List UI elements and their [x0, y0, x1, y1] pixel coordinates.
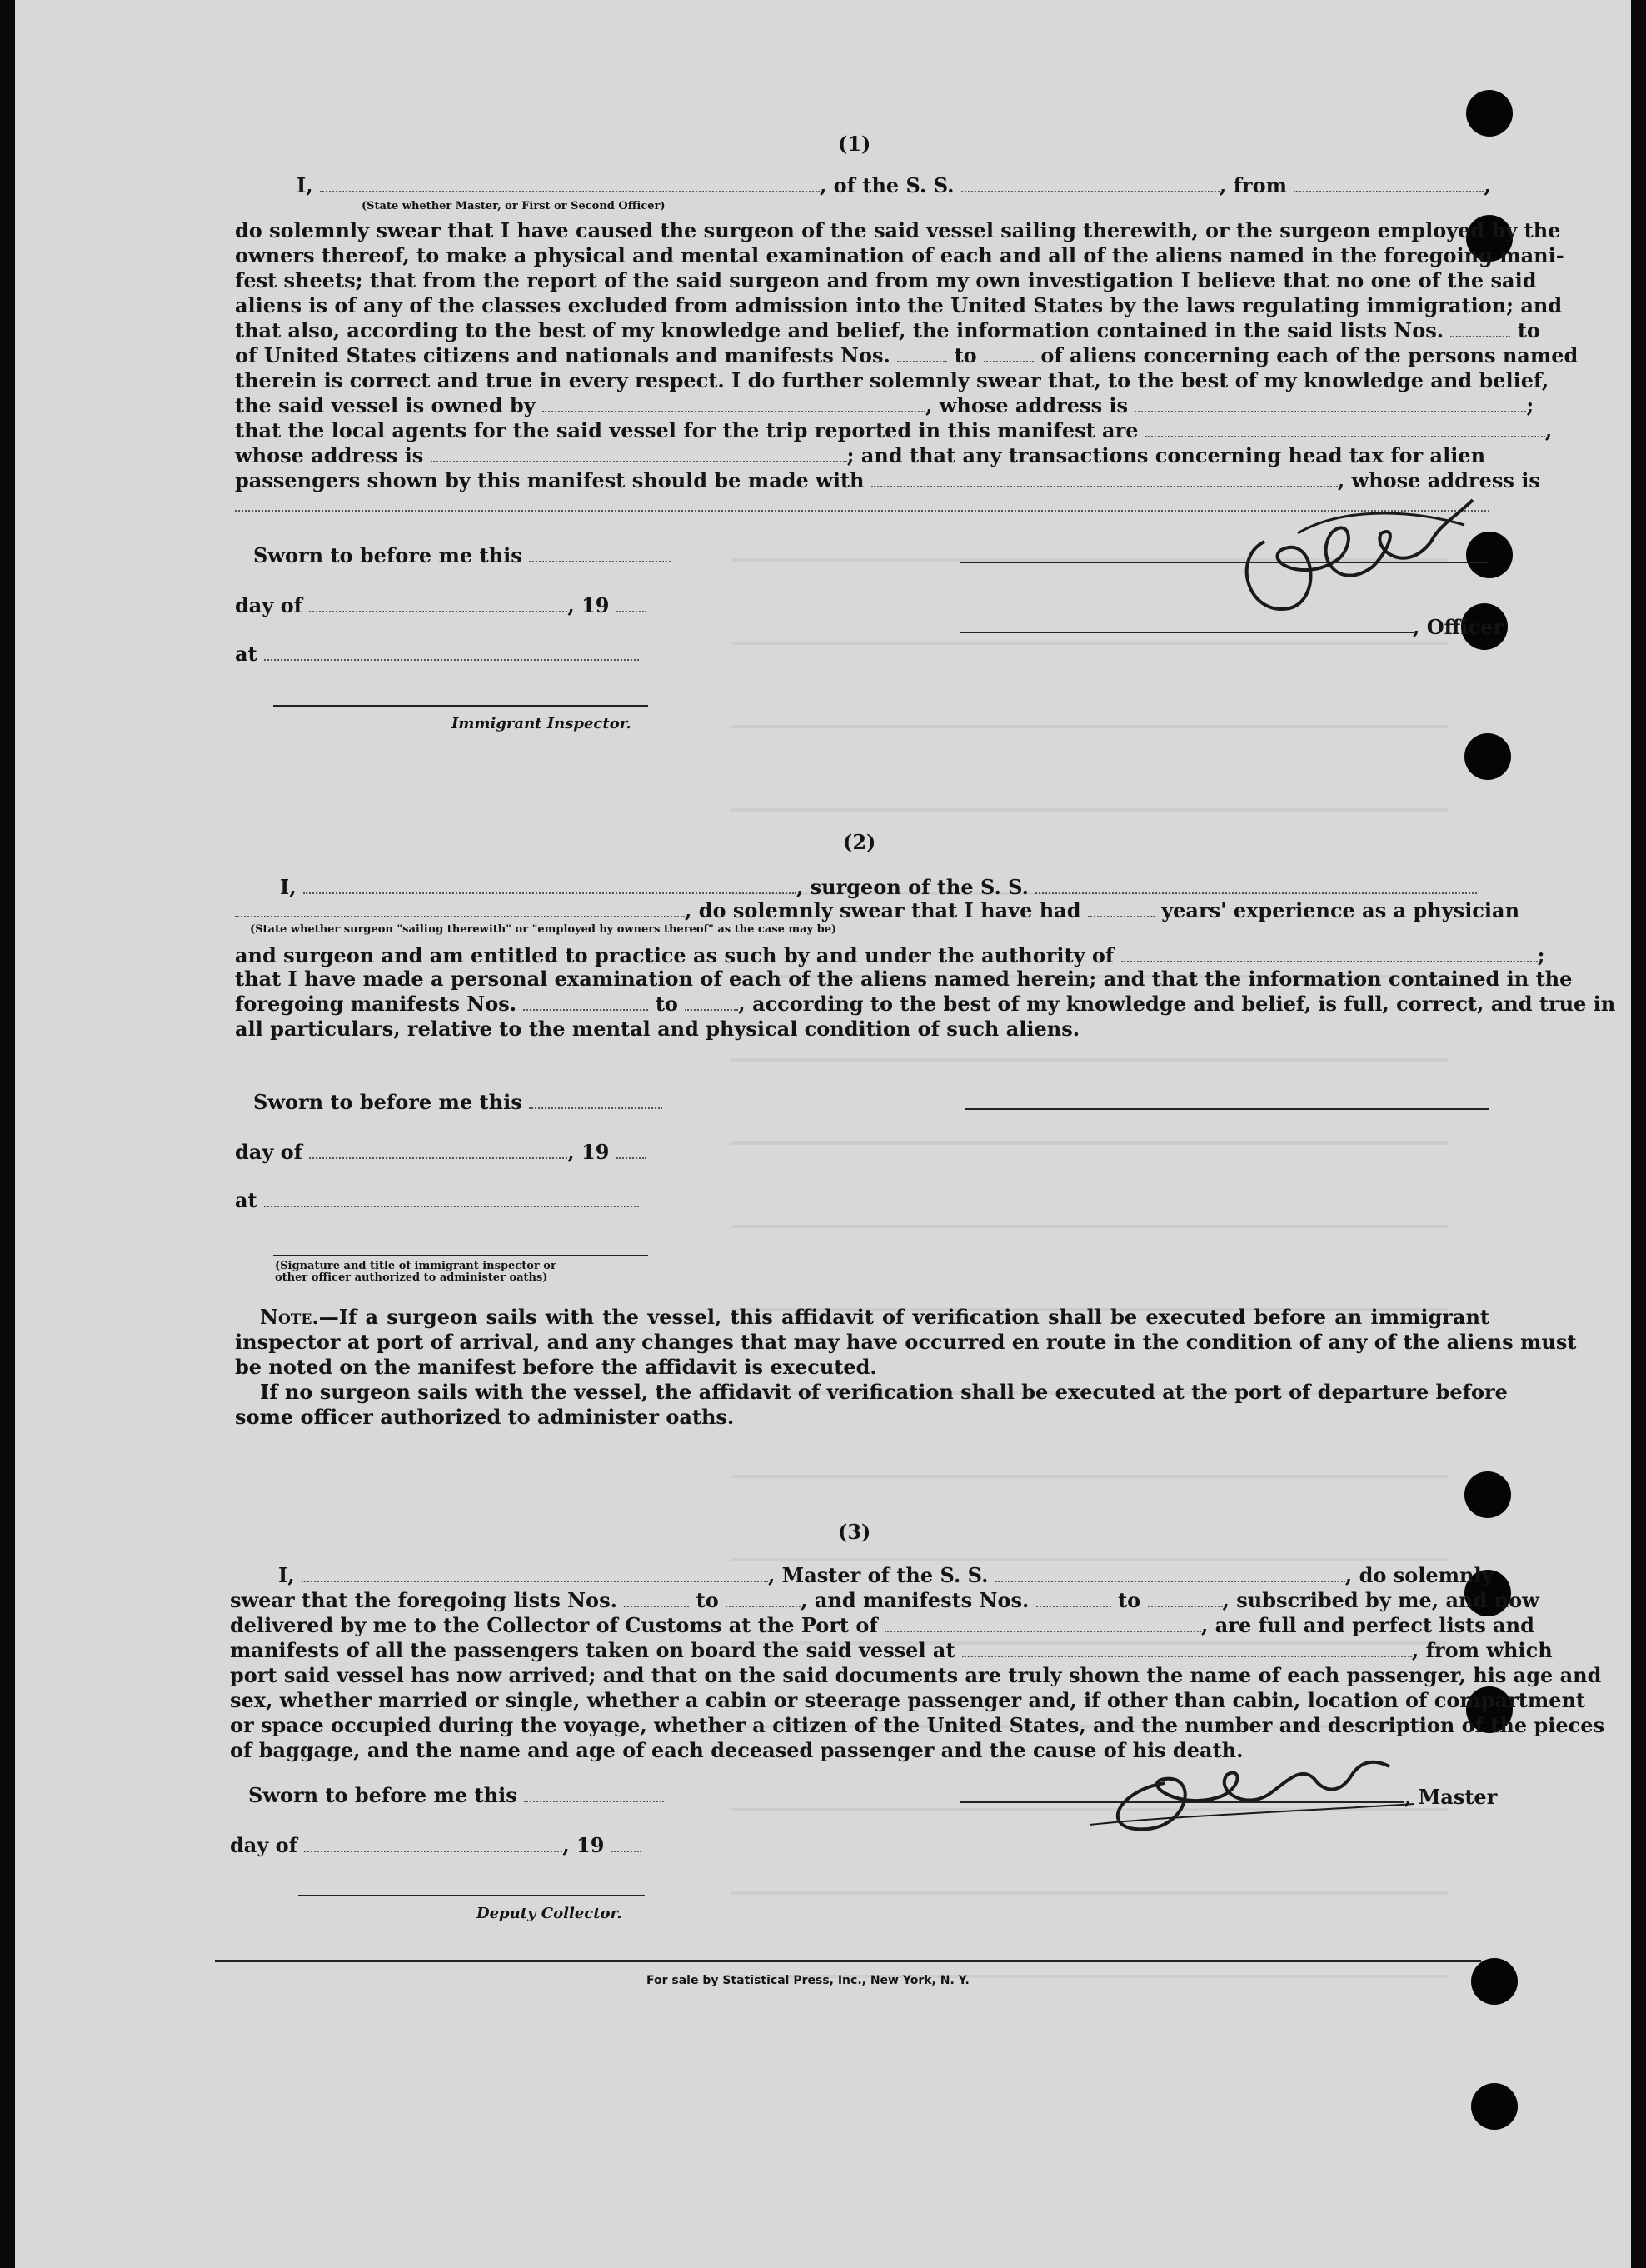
fill-line[interactable]: [524, 1784, 664, 1802]
s3-sworn: [248, 1783, 664, 1808]
text: I,: [297, 173, 313, 197]
s2-day-of: [235, 1140, 646, 1165]
text: ,: [1544, 418, 1553, 442]
s2-sig-note-2: other officer authorized to administer oaths): [275, 1271, 548, 1284]
fill-line[interactable]: [304, 1834, 562, 1852]
s2-signature-rule: [965, 1108, 1489, 1110]
fill-line[interactable]: [529, 544, 671, 562]
text: , 19: [562, 1833, 605, 1857]
text: Sworn to before me this: [248, 1783, 517, 1807]
text: , subscribed by me, and now: [1222, 1588, 1539, 1612]
fill-line[interactable]: [529, 1091, 662, 1109]
s1-body-line: [235, 393, 1534, 418]
fill-line[interactable]: [885, 1614, 1201, 1632]
s1-body-line: [235, 343, 1579, 368]
s3-line-4: [230, 1638, 1553, 1663]
text: ,: [1484, 173, 1491, 197]
section-1-number: (1): [838, 132, 871, 156]
text: delivered by me to the Collector of Customs at the Port of: [230, 1613, 878, 1637]
text: years' experience as a physician: [1161, 898, 1520, 922]
text: , of the S. S.: [819, 173, 955, 197]
footer-rule: [215, 1960, 1481, 1962]
fill-line[interactable]: [616, 1141, 646, 1159]
s2-line-5: [235, 992, 1615, 1017]
fill-line[interactable]: [1036, 1589, 1111, 1607]
fill-line[interactable]: [1148, 1589, 1223, 1607]
s1-body-line: fest sheets; that from the report of the said surgeon and from my own investigation I believe that no one of the said: [235, 268, 1537, 292]
text: and surgeon and am entitled to practice as such by and under the authority of: [235, 943, 1115, 967]
text: , are full and perfect lists and: [1201, 1613, 1534, 1637]
punch-hole: [1471, 2083, 1518, 2130]
text: , Master of the S. S.: [767, 1563, 989, 1587]
s1-body-line: therein is correct and true in every respect. I do further solemnly swear that, to the best of my knowledge and belief,: [235, 368, 1549, 392]
s1-at: [235, 642, 639, 667]
s3-body-line: of baggage, and the name and age of each deceased passenger and the cause of his death.: [230, 1738, 1244, 1762]
s2-note: [235, 1305, 1577, 1430]
text: , from: [1219, 173, 1287, 197]
text: manifests of all the passengers taken on board the said vessel at: [230, 1638, 955, 1662]
fill-line[interactable]: [1035, 876, 1477, 894]
fill-line[interactable]: [961, 174, 1220, 192]
text: Sworn to before me this: [253, 1090, 522, 1114]
text: at: [235, 642, 257, 666]
s1-officer-label: , Officer: [1413, 615, 1504, 639]
text: to: [655, 992, 678, 1016]
text: , 19: [567, 1140, 610, 1164]
s2-line-2: [235, 898, 1519, 923]
text: , do solemnly swear that I have had: [685, 898, 1081, 922]
s3-master-label: , Master: [1404, 1785, 1498, 1809]
text: , from which: [1411, 1638, 1553, 1662]
s2-line-3: [235, 943, 1544, 968]
s1-body: [235, 218, 1579, 518]
s3-body-line: sex, whether married or single, whether a cabin or steerage passenger and, if other than cabin, location of compartment: [230, 1688, 1586, 1712]
s1-sworn: [253, 543, 671, 568]
fill-line[interactable]: [542, 394, 925, 412]
s3-line-3: [230, 1613, 1534, 1638]
fill-line[interactable]: [1450, 319, 1510, 337]
text: day of: [235, 593, 302, 617]
note-line: [260, 1305, 1489, 1330]
text: I,: [280, 875, 297, 899]
s2-sig-note-1: (Signature and title of immigrant inspector or: [275, 1260, 556, 1272]
s3-line-1: [278, 1563, 1494, 1588]
fill-line[interactable]: [1088, 899, 1155, 917]
fill-line[interactable]: [995, 1564, 1345, 1582]
s2-sworn: [253, 1090, 662, 1115]
fill-line[interactable]: [616, 594, 646, 612]
fill-line[interactable]: [726, 1589, 801, 1607]
fill-line[interactable]: [431, 444, 847, 462]
text: to: [1517, 318, 1540, 342]
note-label: Note.: [260, 1305, 319, 1329]
punch-hole: [1464, 733, 1511, 780]
fill-line[interactable]: [523, 992, 648, 1011]
text: , do solemnly: [1344, 1563, 1494, 1587]
form-sheet: [15, 0, 1631, 2268]
text: ;: [1537, 943, 1545, 967]
text: Sworn to before me this: [253, 543, 522, 567]
text: whose address is: [235, 443, 424, 467]
fill-line[interactable]: [611, 1834, 641, 1852]
s1-body-line: do solemnly swear that I have caused the surgeon of the said vessel sailing therewith, or the surgeon employed by the: [235, 218, 1561, 242]
text: foregoing manifests Nos.: [235, 992, 517, 1016]
text: , 19: [567, 593, 610, 617]
fill-line[interactable]: [302, 1564, 768, 1582]
s1-inspector-label: Immigrant Inspector.: [451, 715, 631, 732]
punch-hole: [1471, 1958, 1518, 2005]
s1-sub-label: (State whether Master, or First or Second Officer): [362, 200, 666, 212]
s1-body-line: [235, 418, 1553, 443]
fill-line[interactable]: [1135, 394, 1526, 412]
officer-signature: [1215, 483, 1489, 633]
fill-line[interactable]: [264, 642, 639, 661]
s1-body-line: [235, 443, 1489, 468]
fill-line[interactable]: [309, 1141, 567, 1159]
text: , and manifests Nos.: [801, 1588, 1030, 1612]
s1-line-1: [297, 173, 1491, 198]
s3-collector-label: Deputy Collector.: [476, 1905, 622, 1922]
fill-line[interactable]: [962, 1639, 1412, 1657]
fill-line[interactable]: [309, 594, 567, 612]
s2-line-4: that I have made a personal examination of each of the aliens named herein; and that the information contained in the: [235, 967, 1573, 991]
section-2-number: (2): [843, 830, 876, 854]
text: passengers shown by this manifest should be made with: [235, 468, 865, 492]
text: of United States citizens and nationals and manifests Nos.: [235, 343, 890, 367]
text: —If a surgeon sails with the vessel, this affidavit of verification shall be executed before an immigrant: [318, 1305, 1489, 1329]
text: that also, according to the best of my knowledge and belief, the information contained in the said lists Nos.: [235, 318, 1444, 342]
s1-inspector-rule: [273, 705, 648, 707]
text: , surgeon of the S. S.: [796, 875, 1029, 899]
fill-line[interactable]: [1294, 174, 1484, 192]
fill-line[interactable]: [685, 992, 738, 1011]
note-line: some officer authorized to administer oaths.: [235, 1405, 735, 1429]
fill-line[interactable]: [235, 899, 685, 917]
text: at: [235, 1188, 257, 1212]
note-line: inspector at port of arrival, and any changes that may have occurred en route in the condition of any of the aliens must: [235, 1330, 1577, 1354]
text: I,: [278, 1563, 295, 1587]
text: day of: [230, 1833, 297, 1857]
text: of aliens concerning each of the persons named: [1040, 343, 1579, 367]
text: to: [696, 1588, 719, 1612]
fill-line[interactable]: [624, 1589, 689, 1607]
s2-line-6: all particulars, relative to the mental and physical condition of such aliens.: [235, 1017, 1080, 1041]
text: day of: [235, 1140, 302, 1164]
text: swear that the foregoing lists Nos.: [230, 1588, 617, 1612]
s2-line-1: [280, 875, 1477, 900]
fill-line[interactable]: [897, 344, 947, 362]
punch-hole: [1464, 1471, 1511, 1518]
s2-inspector-rule: [273, 1255, 648, 1256]
s3-body-line: or space occupied during the voyage, whether a citizen of the United States, and the number and description of the pieces: [230, 1713, 1605, 1737]
s3-line-2: [230, 1588, 1539, 1613]
text: that the local agents for the said vessel for the trip reported in this manifest are: [235, 418, 1139, 442]
text: ;: [1526, 393, 1534, 417]
text: to: [954, 343, 977, 367]
text: , according to the best of my knowledge and belief, is full, correct, and true in: [738, 992, 1616, 1016]
fill-line[interactable]: [1145, 419, 1545, 437]
fill-line[interactable]: [264, 1189, 639, 1207]
s2-at: [235, 1188, 639, 1213]
footer-text: For sale by Statistical Press, Inc., New York, N. Y.: [646, 1974, 970, 1987]
s1-day-of: [235, 593, 646, 618]
s3-day-of: [230, 1833, 641, 1858]
fill-line[interactable]: [1121, 944, 1538, 962]
text: ; and that any transactions concerning head tax for alien: [846, 443, 1486, 467]
s1-body-line: aliens is of any of the classes excluded from admission into the United States by the laws regulating immigration; and: [235, 293, 1563, 317]
note-line: be noted on the manifest before the affidavit is executed.: [235, 1355, 877, 1379]
master-signature: [1065, 1733, 1431, 1841]
s3-collector-rule: [298, 1895, 645, 1896]
fill-line[interactable]: [320, 174, 820, 192]
s3-body-line: port said vessel has now arrived; and that on the said documents are truly shown the name of each passenger, his age and: [230, 1663, 1602, 1687]
punch-hole: [1466, 90, 1513, 137]
s2-sub-label: (State whether surgeon "sailing therewith" or "employed by owners thereof" as the case may be): [250, 923, 837, 936]
note-line: If no surgeon sails with the vessel, the affidavit of verification shall be executed at the port of departure before: [260, 1380, 1508, 1404]
s1-body-line: owners thereof, to make a physical and mental examination of each and all of the aliens named in the foregoing mani-: [235, 243, 1564, 267]
text: to: [1118, 1588, 1141, 1612]
fill-line[interactable]: [984, 344, 1034, 362]
s1-body-line: [235, 318, 1540, 343]
section-3-number: (3): [838, 1520, 871, 1544]
text: , whose address is: [925, 393, 1129, 417]
text: , whose address is: [1337, 468, 1540, 492]
text: the said vessel is owned by: [235, 393, 536, 417]
fill-line[interactable]: [303, 876, 796, 894]
